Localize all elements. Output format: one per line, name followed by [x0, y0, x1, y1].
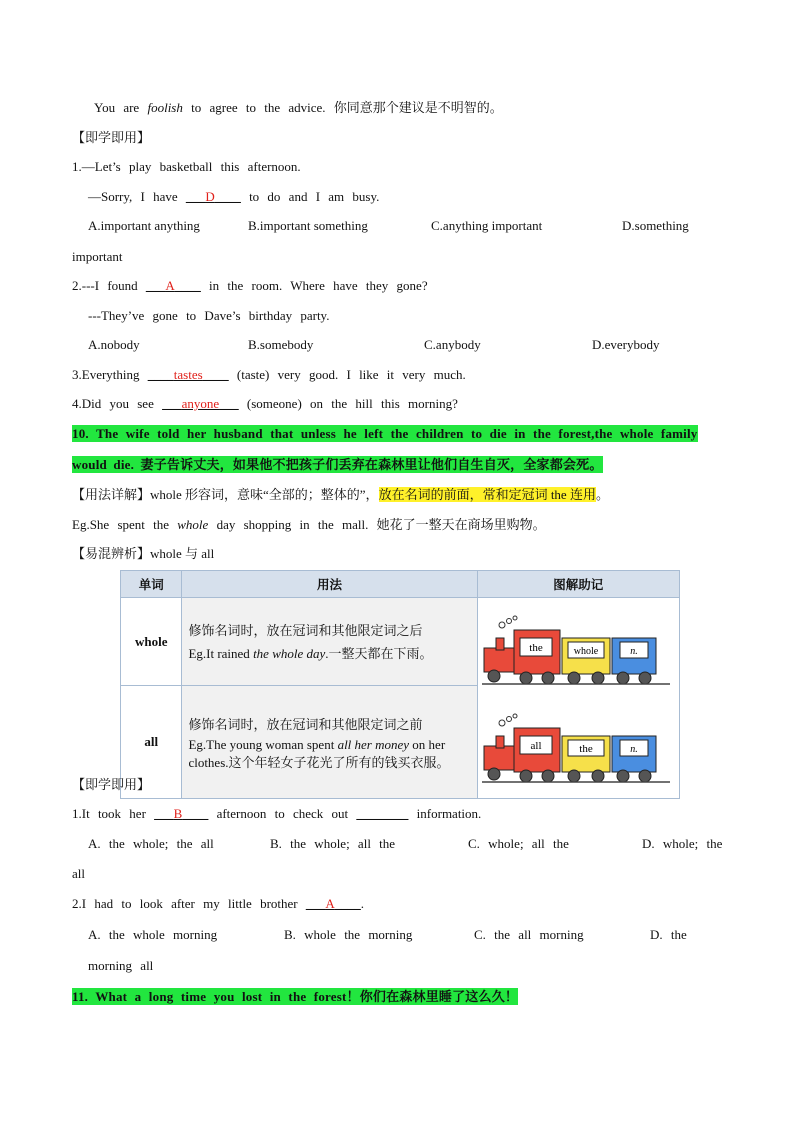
- smoke-puff: [506, 717, 511, 722]
- q4-text-post: (someone) on the hill this morning?: [238, 396, 458, 411]
- q1-option-b: B.important something: [248, 218, 368, 233]
- car-label-2: the: [578, 743, 593, 755]
- row-usage-text: 修饰名词时，放在冠词和其他限定词之后: [188, 622, 423, 638]
- wheel: [617, 770, 629, 782]
- wheel: [568, 770, 580, 782]
- p2-option-b: B. whole the morning: [284, 927, 413, 942]
- q4-blank-post: ___: [219, 396, 239, 411]
- q1-option-wrap: important: [72, 249, 123, 264]
- practice-heading-2: 【即学即用】: [72, 777, 151, 792]
- example-text-post: day shopping in the mall. 她花了一整天在商场里购物。: [208, 517, 546, 532]
- header-illustration: 图解助记: [477, 571, 679, 598]
- q3-text-pre: 3.Everything: [72, 367, 148, 382]
- smoke-puff: [513, 616, 517, 620]
- p1-option-a: A. the whole; the all: [88, 836, 214, 851]
- smoke-puff: [499, 622, 505, 628]
- table-row: [121, 598, 680, 686]
- car-label-2: whole: [573, 646, 598, 657]
- comparison-table: [120, 570, 680, 799]
- q3-answer: tastes: [173, 367, 203, 382]
- intro-italic: foolish: [147, 100, 183, 115]
- car-label-1: the: [528, 642, 543, 654]
- locomotive-chimney: [496, 638, 504, 650]
- example-italic: whole: [177, 517, 209, 532]
- wheel: [488, 768, 500, 780]
- locomotive-body: [484, 648, 514, 672]
- p2-answer: A: [325, 896, 335, 911]
- q1-option-a: A.important anything: [88, 218, 200, 233]
- wheel: [568, 672, 580, 684]
- row-eg-post: .一整天都在下雨。: [325, 645, 433, 661]
- q2-text-pre: 2.---I found: [72, 278, 146, 293]
- q2-option-d: D.everybody: [592, 337, 660, 352]
- sentence-11-line: [72, 988, 518, 1006]
- smoke-puff: [506, 619, 511, 624]
- wheel: [542, 672, 554, 684]
- p1-blank: [154, 806, 208, 821]
- q4-blank: [162, 396, 239, 411]
- p1-option-c: C. whole; all the: [468, 836, 569, 851]
- q3-blank-pre: ____: [147, 367, 174, 382]
- locomotive-chimney: [496, 736, 504, 748]
- train-diagram: [478, 598, 676, 794]
- wheel: [639, 770, 651, 782]
- q2-answer: A: [165, 278, 175, 293]
- row-eg-pre: Eg.The young woman spent: [188, 736, 338, 752]
- intro-sentence: [94, 99, 503, 117]
- table-header-row: [121, 571, 680, 598]
- q1-text-pre: —Sorry, I have: [88, 189, 186, 204]
- car-label-3: n.: [629, 744, 638, 755]
- q1-blank-pre: ___: [185, 189, 206, 204]
- train-all: [482, 714, 670, 782]
- row-usage-text: 修饰名词时，放在冠词和其他限定词之前: [188, 716, 423, 732]
- q1-text-post: to do and I am busy.: [240, 189, 380, 204]
- q2-line2: ---They’ve gone to Dave’s birthday party.: [88, 308, 330, 323]
- row-word: all: [121, 686, 182, 799]
- row-usage: [182, 686, 477, 799]
- wheel: [617, 672, 629, 684]
- smoke-puff: [513, 714, 517, 718]
- p2-line: [72, 895, 364, 913]
- p1-blank-post: ____: [182, 806, 209, 821]
- usage-explanation: [72, 486, 609, 504]
- sentence-10-line1: [72, 425, 698, 443]
- q2-blank-pre: ___: [145, 278, 166, 293]
- row-eg-pre: Eg.It rained: [188, 645, 254, 661]
- q4-blank-pre: ___: [162, 396, 182, 411]
- wheel: [639, 672, 651, 684]
- row-eg-italic: the whole day: [253, 645, 326, 661]
- p2-blank: [306, 896, 361, 911]
- sentence-10-text-1: 10. The wife told her husband that unless he left the children to die in the forest,the whole family: [72, 426, 698, 441]
- car-label-3: n.: [629, 646, 638, 657]
- usage-highlight: 放在名词的前面，常和定冠词 the 连用: [378, 487, 596, 502]
- usage-text-post: 。: [595, 487, 609, 502]
- q2-blank-post: ____: [174, 278, 201, 293]
- wheel: [520, 770, 532, 782]
- example-text-pre: Eg.She spent the: [72, 517, 178, 532]
- car-label-1: all: [530, 740, 542, 752]
- row-eg-post: on her clothes.这个年轻女子花光了所有的钱买衣服。: [188, 736, 450, 770]
- p2-text-post: .: [360, 896, 365, 911]
- q3-line: [72, 366, 466, 384]
- q2-text-post: in the room. Where have they gone?: [200, 278, 428, 293]
- p1-line: [72, 805, 481, 823]
- p1-answer: B: [173, 806, 183, 821]
- usage-example: [72, 516, 546, 534]
- intro-text-post: to agree to the advice. 你同意那个建议是不明智的。: [182, 100, 503, 115]
- p2-blank-pre: ___: [305, 896, 326, 911]
- p1-option-b: B. the whole; all the: [270, 836, 396, 851]
- p1-text-post: information.: [408, 806, 482, 821]
- q1-line1: 1.—Let’s play basketball this afternoon.: [72, 159, 301, 174]
- wheel: [592, 672, 604, 684]
- p1-text-pre: 1.It took her: [72, 806, 155, 821]
- sentence-10-line2: [72, 456, 603, 474]
- row-usage-example: [188, 736, 470, 772]
- p1-blank-2: ________: [356, 806, 409, 821]
- q2-option-c: C.anybody: [424, 337, 481, 352]
- p2-option-a: A. the whole morning: [88, 927, 218, 942]
- q4-line: [72, 395, 458, 413]
- p2-blank-post: ____: [334, 896, 361, 911]
- intro-text-pre: You are: [94, 100, 148, 115]
- q2-option-a: A.nobody: [88, 337, 140, 352]
- sentence-11-text: 11. What a long time you lost in the forest！你们在森林里睡了这么久！: [72, 989, 519, 1004]
- q1-answer: D: [205, 189, 215, 204]
- q1-option-c: C.anything important: [431, 218, 543, 233]
- q2-line1: [72, 277, 428, 295]
- sentence-10-text-2: would die. 妻子告诉丈夫，如果他不把孩子们丢弃在森林里让他们自生自灭，全家都会死。: [72, 457, 603, 472]
- q1-option-d: D.something: [622, 218, 689, 233]
- confuse-heading: 【易混辨析】whole 与 all: [72, 546, 215, 561]
- wheel: [592, 770, 604, 782]
- train-whole: [482, 616, 670, 684]
- wheel: [542, 770, 554, 782]
- usage-text-pre: 【用法详解】whole 形容词，意味“全部的；整体的”，: [72, 487, 379, 502]
- smoke-puff: [499, 720, 505, 726]
- p1-option-d: D. whole; the: [642, 836, 723, 851]
- p1-option-wrap: all: [72, 866, 85, 881]
- p2-option-c: C. the all morning: [474, 927, 584, 942]
- locomotive-body: [484, 746, 514, 770]
- q1-blank: [186, 189, 241, 204]
- q1-line2: [88, 188, 379, 206]
- row-word: whole: [121, 598, 182, 686]
- wheel: [488, 670, 500, 682]
- p1-blank-pre: ___: [154, 806, 174, 821]
- q3-blank: [148, 367, 229, 382]
- p2-text-pre: 2.I had to look after my little brother: [72, 896, 306, 911]
- row-usage-example: [188, 642, 470, 665]
- row-eg-italic: all her money: [337, 736, 410, 752]
- q4-answer: anyone: [181, 396, 220, 411]
- practice-heading-1: 【即学即用】: [72, 130, 151, 145]
- q1-blank-post: ____: [214, 189, 241, 204]
- p2-option-d: D. the: [650, 927, 687, 942]
- q2-blank: [146, 278, 201, 293]
- header-usage: 用法: [182, 571, 477, 598]
- train-illustration: [477, 598, 679, 799]
- q4-text-pre: 4.Did you see: [72, 396, 163, 411]
- p2-option-wrap: morning all: [88, 958, 154, 973]
- q2-option-b: B.somebody: [248, 337, 314, 352]
- p1-text-mid: afternoon to check out: [208, 806, 357, 821]
- q3-blank-post: ____: [202, 367, 229, 382]
- q3-text-post: (taste) very good. I like it very much.: [228, 367, 466, 382]
- wheel: [520, 672, 532, 684]
- row-usage: [182, 598, 477, 686]
- header-word: 单词: [121, 571, 182, 598]
